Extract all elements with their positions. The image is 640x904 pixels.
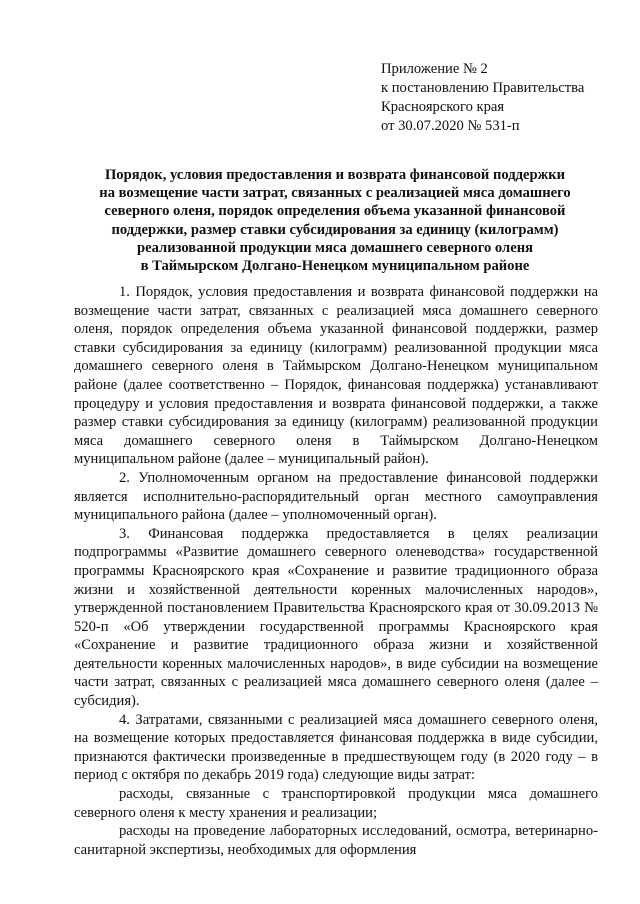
appendix-region: Красноярского края (381, 99, 505, 115)
title-line: в Таймырском Долгано-Ненецком муниципальном районе (140, 258, 530, 275)
appendix-header (381, 60, 631, 136)
appendix-reference: к постановлению Правительства (381, 80, 585, 96)
title-line: реализованной продукции мяса домашнего северного оленя (136, 239, 534, 256)
paragraph-3: 3. Финансовая поддержка предоставляется в целях реализации подпрограммы «Развитие домашнего северного оленеводства» государственной программы Красноярского края «Сохранение и развитие традиционного образа жизни и хозяйственной деятельности коренных малочисленных народов», утвержденной постановлением Правительства Красноярского края от 30.09.2013 № 520-п «Об утверждении государственной программы Красноярского края «Сохранение и развитие традиционного образа жизни и хозяйственной деятельности коренных малочисленных народов», в виде субсидии на возмещение части затрат, связанных с реализацией мяса домашнего северного оленя (далее – субсидия). (74, 525, 598, 710)
paragraph-4: 4. Затратами, связанными с реализацией мяса домашнего северного оленя, на возмещение которых предоставляется финансовая поддержка в виде субсидии, признаются фактически произведенные в предшествующем году (в 2020 году – в период с октября по декабрь 2019 года) следующие виды затрат: (74, 711, 598, 784)
document-body (74, 283, 598, 859)
paragraph-6: расходы на проведение лабораторных исследований, осмотра, ветеринарно-санитарной экспертизы, необходимых для оформления (74, 823, 598, 858)
paragraph-5: расходы, связанные с транспортировкой продукции мяса домашнего северного оленя к месту хранения и реализации; (74, 786, 598, 821)
paragraph-1: 1. Порядок, условия предоставления и возврата финансовой поддержки на возмещение части затрат, связанных с реализацией мяса домашнего северного оленя, порядок определения объема указанной финансовой поддержки, размер ставки субсидирования за единицу (килограмм) реализованной продукции мяса домашнего северного оленя в Таймырском Долгано-Ненецком муниципальном районе (далее соответственно – Порядок, финансовая поддержка) устанавливают процедуру и условия предоставления и возврата финансовой поддержки, а также размер ставки субсидирования за единицу (килограмм) реализованной продукции мяса домашнего северного оленя в Таймырском Долгано-Ненецком муниципальном районе (далее – муниципальный район). (74, 284, 598, 468)
appendix-date: от 30.07.2020 № 531-п (381, 118, 520, 134)
paragraph-2: 2. Уполномоченным органом на предоставление финансовой поддержки является исполнительно-распорядительный орган местного самоуправления муниципального района (далее – уполномоченный орган). (74, 469, 598, 524)
appendix-number: Приложение № 2 (381, 61, 488, 77)
document-title (70, 166, 600, 275)
title-line: северного оленя, порядок определения объема указанной финансовой (104, 203, 566, 220)
title-line: на возмещение части затрат, связанных с реализацией мяса домашнего (99, 185, 571, 202)
title-line: поддержки, размер ставки субсидирования за единицу (килограмм) (111, 221, 559, 238)
title-line: Порядок, условия предоставления и возврата финансовой поддержки (104, 167, 566, 183)
